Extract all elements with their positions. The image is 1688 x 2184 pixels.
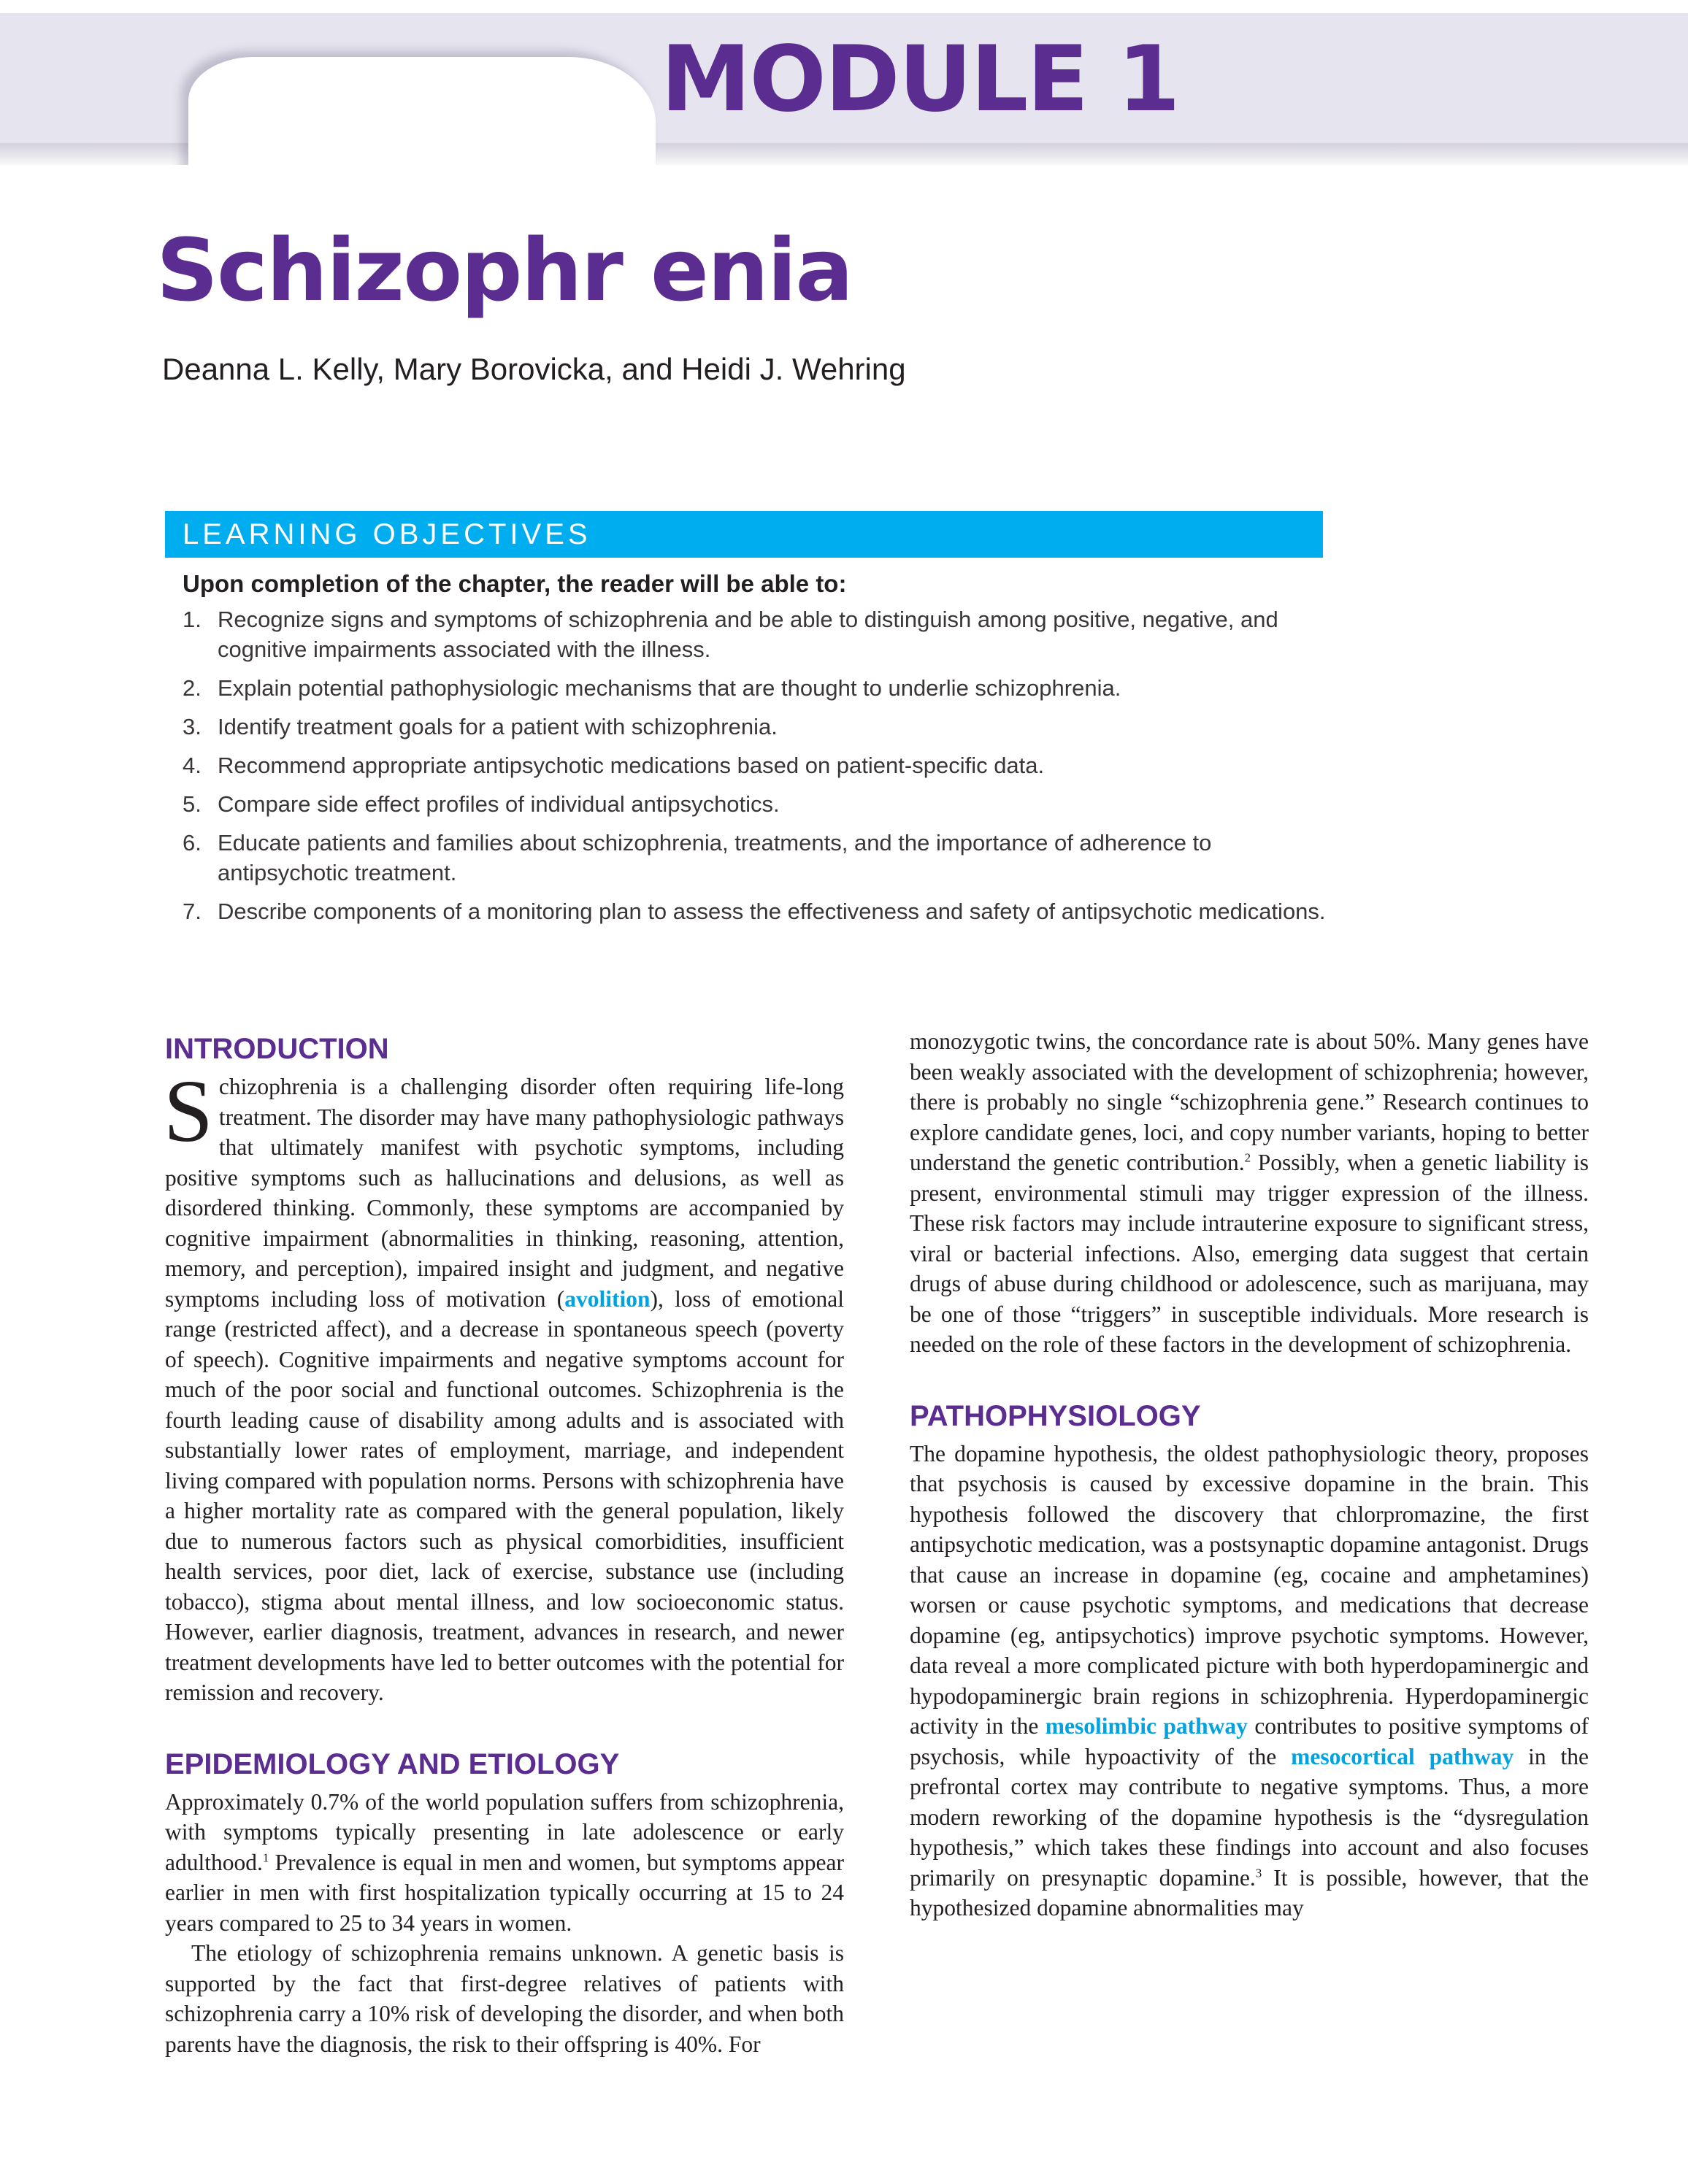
introduction-paragraph	[164, 1062, 845, 1708]
objective-number: 4.	[183, 753, 202, 778]
epidemiology-paragraph-2-continued	[910, 1026, 1589, 1360]
chapter-title: Schizophr enia	[156, 220, 852, 320]
introduction-text-b: ), loss of emotional range (restricted affect), and a decrease in spontaneous speech (poverty of speech). Cognitive impairments and negative symptoms account for much of the poor social and functional outcomes. Schizophrenia is the fourth leading cause of disability among adults and is associated with substantially lower rates of employment, marriage, and independent living compared with population norms. Persons with schizophrenia have a higher mortality rate as compared with the general population, likely due to numerous factors such as physical comorbidities, insufficient health services, poor diet, lack of exercise, substance use (including tobacco), stigma about mental illness, and low socioeconomic status. However, earlier diagnosis, treatment, advances in research, and newer treatment developments have led to better outcomes with the potential for remission and recovery.	[165, 1285, 845, 1705]
reference-3[interactable]: 3	[1255, 1866, 1262, 1880]
objective-text: Compare side effect profiles of individual antipsychotics.	[218, 791, 780, 817]
etiology-text-a: The etiology of schizophrenia remains unknown. A genetic basis is supported by the fact that first-degree relatives of patients with schizophrenia carry a 10% risk of developing the disorder, and when both parents have the diagnosis, the risk to their offspring is 40%. For	[165, 1940, 844, 2057]
epidemiology-paragraph-2	[165, 1938, 844, 2059]
objective-number: 6.	[183, 830, 202, 855]
reference-1[interactable]: 1	[262, 1850, 269, 1864]
objective-item	[183, 828, 1336, 888]
learning-objectives-header	[165, 511, 1323, 558]
pathophysiology-heading: PATHOPHYSIOLOGY	[910, 1399, 1201, 1432]
epidemiology-heading: EPIDEMIOLOGY AND ETIOLOGY	[165, 1747, 620, 1780]
chapter-authors: Deanna L. Kelly, Mary Borovicka, and Heidi J. Wehring	[162, 352, 906, 386]
learning-objectives-list	[183, 604, 1336, 935]
pathophysiology-text-c: in the prefrontal cortex may contribute to negative symptoms. Thus, a more modern reworking of the dopamine hypothesis is the “dysregulation hypothesis,” which takes these findings into account and also focuses primarily on presynaptic dopamine.	[910, 1743, 1589, 1891]
objective-item	[183, 896, 1336, 926]
glossary-term-avolition[interactable]: avolition	[564, 1285, 651, 1312]
objective-text: Recommend appropriate antipsychotic medications based on patient-specific data.	[218, 753, 1045, 778]
pathophysiology-text-a: The dopamine hypothesis, the oldest pathophysiologic theory, proposes that psychosis is caused by excessive dopamine in the brain. This hypothesis followed the discovery that chlorpromazine, the first antipsychotic medication, was a postsynaptic dopamine antagonist. Drugs that cause an increase in dopamine (eg, cocaine and amphetamines) worsen or cause psychotic symptoms, and medications that decrease dopamine (eg, antipsychotics) improve psychotic symptoms. However, data reveal a more complicated picture with both hyperdopaminergic and hypodopaminergic brain regions in schizophrenia. Hyperdopaminergic activity in the	[910, 1440, 1589, 1739]
objective-number: 1.	[183, 607, 202, 632]
right-column	[910, 1026, 1589, 1923]
module-title: MODULE 1	[661, 27, 1179, 132]
reference-2[interactable]: 2	[1244, 1150, 1251, 1165]
pathophysiology-text-b: contributes to positive symptoms of psychosis, while hypoactivity of the	[910, 1713, 1589, 1769]
introduction-text-a: chizophrenia is a challenging disorder often requiring life-long treatment. The disorder may have many pathophysiologic pathways that ultimately manifest with psychotic symptoms, including positive symptoms such as hallucinations and delusions, as well as disordered thinking. Commonly, these symptoms are accompanied by cognitive impairment (abnormalities in thinking, reasoning, attention, memory, and perception), impaired insight and judgment, and negative symptoms including loss of motivation (	[165, 1074, 844, 1312]
objective-text: Explain potential pathophysiologic mechanisms that are thought to underlie schizophrenia.	[218, 675, 1121, 701]
objective-number: 3.	[183, 714, 202, 739]
objective-text: Recognize signs and symptoms of schizophrenia and be able to distinguish among positive, negative, and cognitive impairments associated with the illness.	[218, 607, 1278, 662]
epidemiology-text-b: Prevalence is equal in men and women, but symptoms appear earlier in men with first hospitalization typically occurring at 15 to 24 years compared to 25 to 34 years in women.	[165, 1849, 844, 1936]
learning-objectives-intro: Upon completion of the chapter, the reader will be able to:	[183, 570, 847, 597]
objective-item	[183, 673, 1336, 703]
objective-text: Educate patients and families about schizophrenia, treatments, and the importance of adherence to antipsychotic treatment.	[218, 830, 1212, 885]
module-tab	[188, 57, 656, 181]
objective-item	[183, 789, 1336, 819]
banner-edge	[0, 165, 1688, 194]
epidemiology-paragraph-1	[165, 1787, 844, 1939]
introduction-heading: INTRODUCTION	[165, 1033, 389, 1065]
pathophysiology-text-d: It is possible, however, that the hypothesized dopamine abnormalities may	[910, 1864, 1589, 1920]
pathophysiology-paragraph	[910, 1439, 1589, 1923]
glossary-term-mesocortical-pathway[interactable]: mesocortical pathway	[1291, 1743, 1514, 1769]
etiology-text-b: Possibly, when a genetic liability is present, environmental stimuli may trigger expression of the illness. These risk factors may include intrauterine exposure to significant stress, viral or bacterial infections. Also, emerging data suggest that certain drugs of abuse during childhood or adolescence, such as marijuana, may be one of those “triggers” in susceptible individuals. More research is needed on the role of these factors in the development of schizophrenia.	[910, 1150, 1589, 1357]
etiology-text-a-continued: monozygotic twins, the concordance rate is about 50%. Many genes have been weakly associated with the development of schizophrenia; however, there is probably no single “schizophrenia gene.” Research continues to explore candidate genes, loci, and copy number variants, hoping to better understand the genetic contribution.	[910, 1028, 1589, 1175]
objective-number: 2.	[183, 675, 202, 701]
objective-number: 7.	[183, 899, 202, 924]
epidemiology-text-a: Approximately 0.7% of the world population suffers from schizophrenia, with symptoms typically presenting in late adolescence or early adulthood.	[165, 1788, 844, 1875]
objective-item	[183, 604, 1336, 664]
objective-text: Describe components of a monitoring plan to assess the effectiveness and safety of antipsychotic medications.	[218, 899, 1326, 924]
objective-item	[183, 712, 1336, 742]
section-gap	[165, 1708, 844, 1742]
learning-objectives-heading: LEARNING OBJECTIVES	[183, 518, 591, 550]
objective-text: Identify treatment goals for a patient with schizophrenia.	[218, 714, 778, 739]
glossary-term-mesolimbic-pathway[interactable]: mesolimbic pathway	[1045, 1713, 1248, 1739]
objective-number: 5.	[183, 791, 202, 817]
left-column	[165, 1026, 844, 2059]
objective-item	[183, 750, 1336, 780]
drop-cap: S	[164, 1062, 213, 1161]
section-gap	[910, 1360, 1589, 1393]
